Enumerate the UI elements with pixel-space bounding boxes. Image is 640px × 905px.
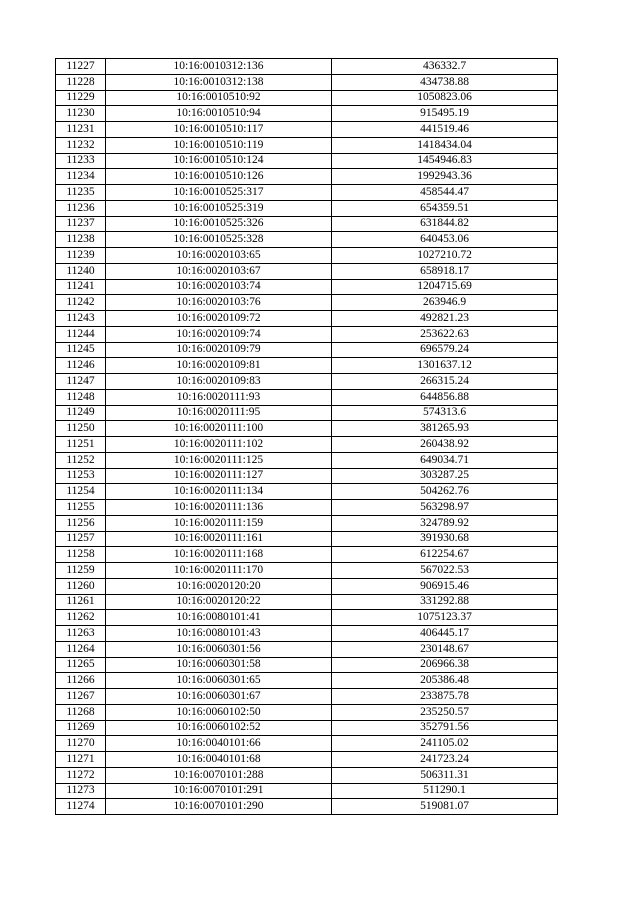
row-number-cell: 11263 [56, 626, 106, 642]
row-number-cell: 11256 [56, 515, 106, 531]
row-number-cell: 11271 [56, 752, 106, 768]
cadastral-number-cell: 10:16:0010510:124 [106, 153, 332, 169]
value-cell: 640453.06 [332, 232, 558, 248]
row-number-cell: 11235 [56, 185, 106, 201]
table-row [56, 531, 558, 547]
row-number-cell: 11268 [56, 704, 106, 720]
table-row [56, 783, 558, 799]
cadastral-number-cell: 10:16:0010510:119 [106, 137, 332, 153]
row-number-cell: 11267 [56, 689, 106, 705]
value-cell: 458544.47 [332, 185, 558, 201]
table-row [56, 704, 558, 720]
cadastral-number-cell: 10:16:0020111:136 [106, 500, 332, 516]
value-cell: 260438.92 [332, 437, 558, 453]
value-cell: 436332.7 [332, 59, 558, 75]
row-number-cell: 11260 [56, 578, 106, 594]
table-row [56, 279, 558, 295]
value-cell: 658918.17 [332, 263, 558, 279]
cadastral-number-cell: 10:16:0020111:161 [106, 531, 332, 547]
cadastral-number-cell: 10:16:0010510:94 [106, 106, 332, 122]
value-cell: 1075123.37 [332, 610, 558, 626]
row-number-cell: 11255 [56, 500, 106, 516]
row-number-cell: 11243 [56, 311, 106, 327]
cadastral-number-cell: 10:16:0020111:170 [106, 563, 332, 579]
value-cell: 511290.1 [332, 783, 558, 799]
cadastral-number-cell: 10:16:0020109:83 [106, 374, 332, 390]
table-row [56, 673, 558, 689]
table-row [56, 232, 558, 248]
cadastral-number-cell: 10:16:0060301:67 [106, 689, 332, 705]
row-number-cell: 11240 [56, 263, 106, 279]
value-cell: 1301637.12 [332, 358, 558, 374]
cadastral-number-cell: 10:16:0010525:326 [106, 216, 332, 232]
cadastral-number-cell: 10:16:0070101:288 [106, 767, 332, 783]
cadastral-number-cell: 10:16:0010510:92 [106, 90, 332, 106]
value-cell: 1454946.83 [332, 153, 558, 169]
table-row [56, 389, 558, 405]
row-number-cell: 11270 [56, 736, 106, 752]
row-number-cell: 11236 [56, 200, 106, 216]
value-cell: 230148.67 [332, 641, 558, 657]
table-row [56, 720, 558, 736]
cadastral-number-cell: 10:16:0020103:67 [106, 263, 332, 279]
value-cell: 654359.51 [332, 200, 558, 216]
cadastral-number-cell: 10:16:0070101:290 [106, 799, 332, 815]
table-row [56, 626, 558, 642]
value-cell: 1204715.69 [332, 279, 558, 295]
row-number-cell: 11231 [56, 122, 106, 138]
row-number-cell: 11247 [56, 374, 106, 390]
table-row [56, 59, 558, 75]
row-number-cell: 11227 [56, 59, 106, 75]
table-row [56, 106, 558, 122]
row-number-cell: 11228 [56, 74, 106, 90]
value-cell: 206966.38 [332, 657, 558, 673]
row-number-cell: 11274 [56, 799, 106, 815]
value-cell: 303287.25 [332, 468, 558, 484]
row-number-cell: 11272 [56, 767, 106, 783]
table-row [56, 563, 558, 579]
row-number-cell: 11249 [56, 405, 106, 421]
value-cell: 492821.23 [332, 311, 558, 327]
cadastral-number-cell: 10:16:0010312:138 [106, 74, 332, 90]
value-cell: 906915.46 [332, 578, 558, 594]
value-cell: 441519.46 [332, 122, 558, 138]
table-row [56, 515, 558, 531]
value-cell: 233875.78 [332, 689, 558, 705]
row-number-cell: 11238 [56, 232, 106, 248]
table-row [56, 90, 558, 106]
cadastral-number-cell: 10:16:0060102:50 [106, 704, 332, 720]
cadastral-number-cell: 10:16:0020109:81 [106, 358, 332, 374]
data-table [55, 58, 558, 815]
cadastral-number-cell: 10:16:0070101:291 [106, 783, 332, 799]
value-cell: 612254.67 [332, 547, 558, 563]
cadastral-number-cell: 10:16:0020111:168 [106, 547, 332, 563]
table-row [56, 500, 558, 516]
row-number-cell: 11251 [56, 437, 106, 453]
row-number-cell: 11258 [56, 547, 106, 563]
value-cell: 567022.53 [332, 563, 558, 579]
cadastral-number-cell: 10:16:0080101:43 [106, 626, 332, 642]
table-row [56, 657, 558, 673]
value-cell: 241105.02 [332, 736, 558, 752]
cadastral-number-cell: 10:16:0020120:22 [106, 594, 332, 610]
cadastral-number-cell: 10:16:0020109:79 [106, 342, 332, 358]
table-row [56, 752, 558, 768]
table-row [56, 169, 558, 185]
cadastral-number-cell: 10:16:0010525:319 [106, 200, 332, 216]
row-number-cell: 11252 [56, 452, 106, 468]
value-cell: 406445.17 [332, 626, 558, 642]
value-cell: 381265.93 [332, 421, 558, 437]
table-row [56, 342, 558, 358]
table-row [56, 200, 558, 216]
table-row [56, 405, 558, 421]
row-number-cell: 11250 [56, 421, 106, 437]
value-cell: 696579.24 [332, 342, 558, 358]
value-cell: 324789.92 [332, 515, 558, 531]
row-number-cell: 11273 [56, 783, 106, 799]
table-row [56, 799, 558, 815]
table-row [56, 421, 558, 437]
cadastral-number-cell: 10:16:0060301:58 [106, 657, 332, 673]
cadastral-number-cell: 10:16:0010525:328 [106, 232, 332, 248]
cadastral-number-cell: 10:16:0020103:76 [106, 295, 332, 311]
value-cell: 1418434.04 [332, 137, 558, 153]
value-cell: 263946.9 [332, 295, 558, 311]
cadastral-number-cell: 10:16:0020111:125 [106, 452, 332, 468]
table-row [56, 594, 558, 610]
table-row [56, 295, 558, 311]
table-row [56, 484, 558, 500]
value-cell: 631844.82 [332, 216, 558, 232]
value-cell: 504262.76 [332, 484, 558, 500]
table-row [56, 122, 558, 138]
table-row [56, 185, 558, 201]
table-row [56, 689, 558, 705]
cadastral-number-cell: 10:16:0060301:65 [106, 673, 332, 689]
table-row [56, 248, 558, 264]
row-number-cell: 11253 [56, 468, 106, 484]
table-row [56, 216, 558, 232]
row-number-cell: 11241 [56, 279, 106, 295]
table-body [56, 59, 558, 815]
value-cell: 241723.24 [332, 752, 558, 768]
table-row [56, 437, 558, 453]
cadastral-number-cell: 10:16:0010510:117 [106, 122, 332, 138]
row-number-cell: 11237 [56, 216, 106, 232]
cadastral-number-cell: 10:16:0020103:74 [106, 279, 332, 295]
row-number-cell: 11246 [56, 358, 106, 374]
cadastral-number-cell: 10:16:0040101:66 [106, 736, 332, 752]
table-row [56, 610, 558, 626]
value-cell: 253622.63 [332, 326, 558, 342]
row-number-cell: 11266 [56, 673, 106, 689]
table-row [56, 767, 558, 783]
table-row [56, 736, 558, 752]
cadastral-number-cell: 10:16:0020111:95 [106, 405, 332, 421]
row-number-cell: 11264 [56, 641, 106, 657]
row-number-cell: 11265 [56, 657, 106, 673]
cadastral-number-cell: 10:16:0010510:126 [106, 169, 332, 185]
row-number-cell: 11239 [56, 248, 106, 264]
value-cell: 649034.71 [332, 452, 558, 468]
row-number-cell: 11232 [56, 137, 106, 153]
table-row [56, 263, 558, 279]
table-row [56, 311, 558, 327]
table-row [56, 468, 558, 484]
table-row [56, 641, 558, 657]
table-row [56, 578, 558, 594]
cadastral-number-cell: 10:16:0020103:65 [106, 248, 332, 264]
row-number-cell: 11229 [56, 90, 106, 106]
value-cell: 1050823.06 [332, 90, 558, 106]
row-number-cell: 11230 [56, 106, 106, 122]
cadastral-number-cell: 10:16:0010525:317 [106, 185, 332, 201]
cadastral-number-cell: 10:16:0080101:41 [106, 610, 332, 626]
table-row [56, 452, 558, 468]
value-cell: 1992943.36 [332, 169, 558, 185]
row-number-cell: 11261 [56, 594, 106, 610]
value-cell: 205386.48 [332, 673, 558, 689]
row-number-cell: 11262 [56, 610, 106, 626]
row-number-cell: 11234 [56, 169, 106, 185]
value-cell: 915495.19 [332, 106, 558, 122]
cadastral-number-cell: 10:16:0040101:68 [106, 752, 332, 768]
value-cell: 574313.6 [332, 405, 558, 421]
value-cell: 563298.97 [332, 500, 558, 516]
row-number-cell: 11245 [56, 342, 106, 358]
cadastral-number-cell: 10:16:0020109:72 [106, 311, 332, 327]
cadastral-number-cell: 10:16:0020111:127 [106, 468, 332, 484]
row-number-cell: 11257 [56, 531, 106, 547]
value-cell: 235250.57 [332, 704, 558, 720]
cadastral-number-cell: 10:16:0020111:102 [106, 437, 332, 453]
cadastral-number-cell: 10:16:0060301:56 [106, 641, 332, 657]
value-cell: 352791.56 [332, 720, 558, 736]
value-cell: 266315.24 [332, 374, 558, 390]
row-number-cell: 11254 [56, 484, 106, 500]
cadastral-number-cell: 10:16:0020111:159 [106, 515, 332, 531]
row-number-cell: 11233 [56, 153, 106, 169]
cadastral-number-cell: 10:16:0020111:93 [106, 389, 332, 405]
cadastral-number-cell: 10:16:0020120:20 [106, 578, 332, 594]
table-row [56, 153, 558, 169]
table-row [56, 358, 558, 374]
cadastral-number-cell: 10:16:0020111:100 [106, 421, 332, 437]
row-number-cell: 11269 [56, 720, 106, 736]
value-cell: 391930.68 [332, 531, 558, 547]
value-cell: 434738.88 [332, 74, 558, 90]
value-cell: 506311.31 [332, 767, 558, 783]
cadastral-number-cell: 10:16:0060102:52 [106, 720, 332, 736]
cadastral-number-cell: 10:16:0020111:134 [106, 484, 332, 500]
table-row [56, 547, 558, 563]
value-cell: 1027210.72 [332, 248, 558, 264]
value-cell: 331292.88 [332, 594, 558, 610]
row-number-cell: 11242 [56, 295, 106, 311]
table-row [56, 374, 558, 390]
table-row [56, 326, 558, 342]
value-cell: 644856.88 [332, 389, 558, 405]
row-number-cell: 11259 [56, 563, 106, 579]
table-row [56, 74, 558, 90]
row-number-cell: 11248 [56, 389, 106, 405]
row-number-cell: 11244 [56, 326, 106, 342]
cadastral-number-cell: 10:16:0020109:74 [106, 326, 332, 342]
value-cell: 519081.07 [332, 799, 558, 815]
cadastral-number-cell: 10:16:0010312:136 [106, 59, 332, 75]
table-row [56, 137, 558, 153]
